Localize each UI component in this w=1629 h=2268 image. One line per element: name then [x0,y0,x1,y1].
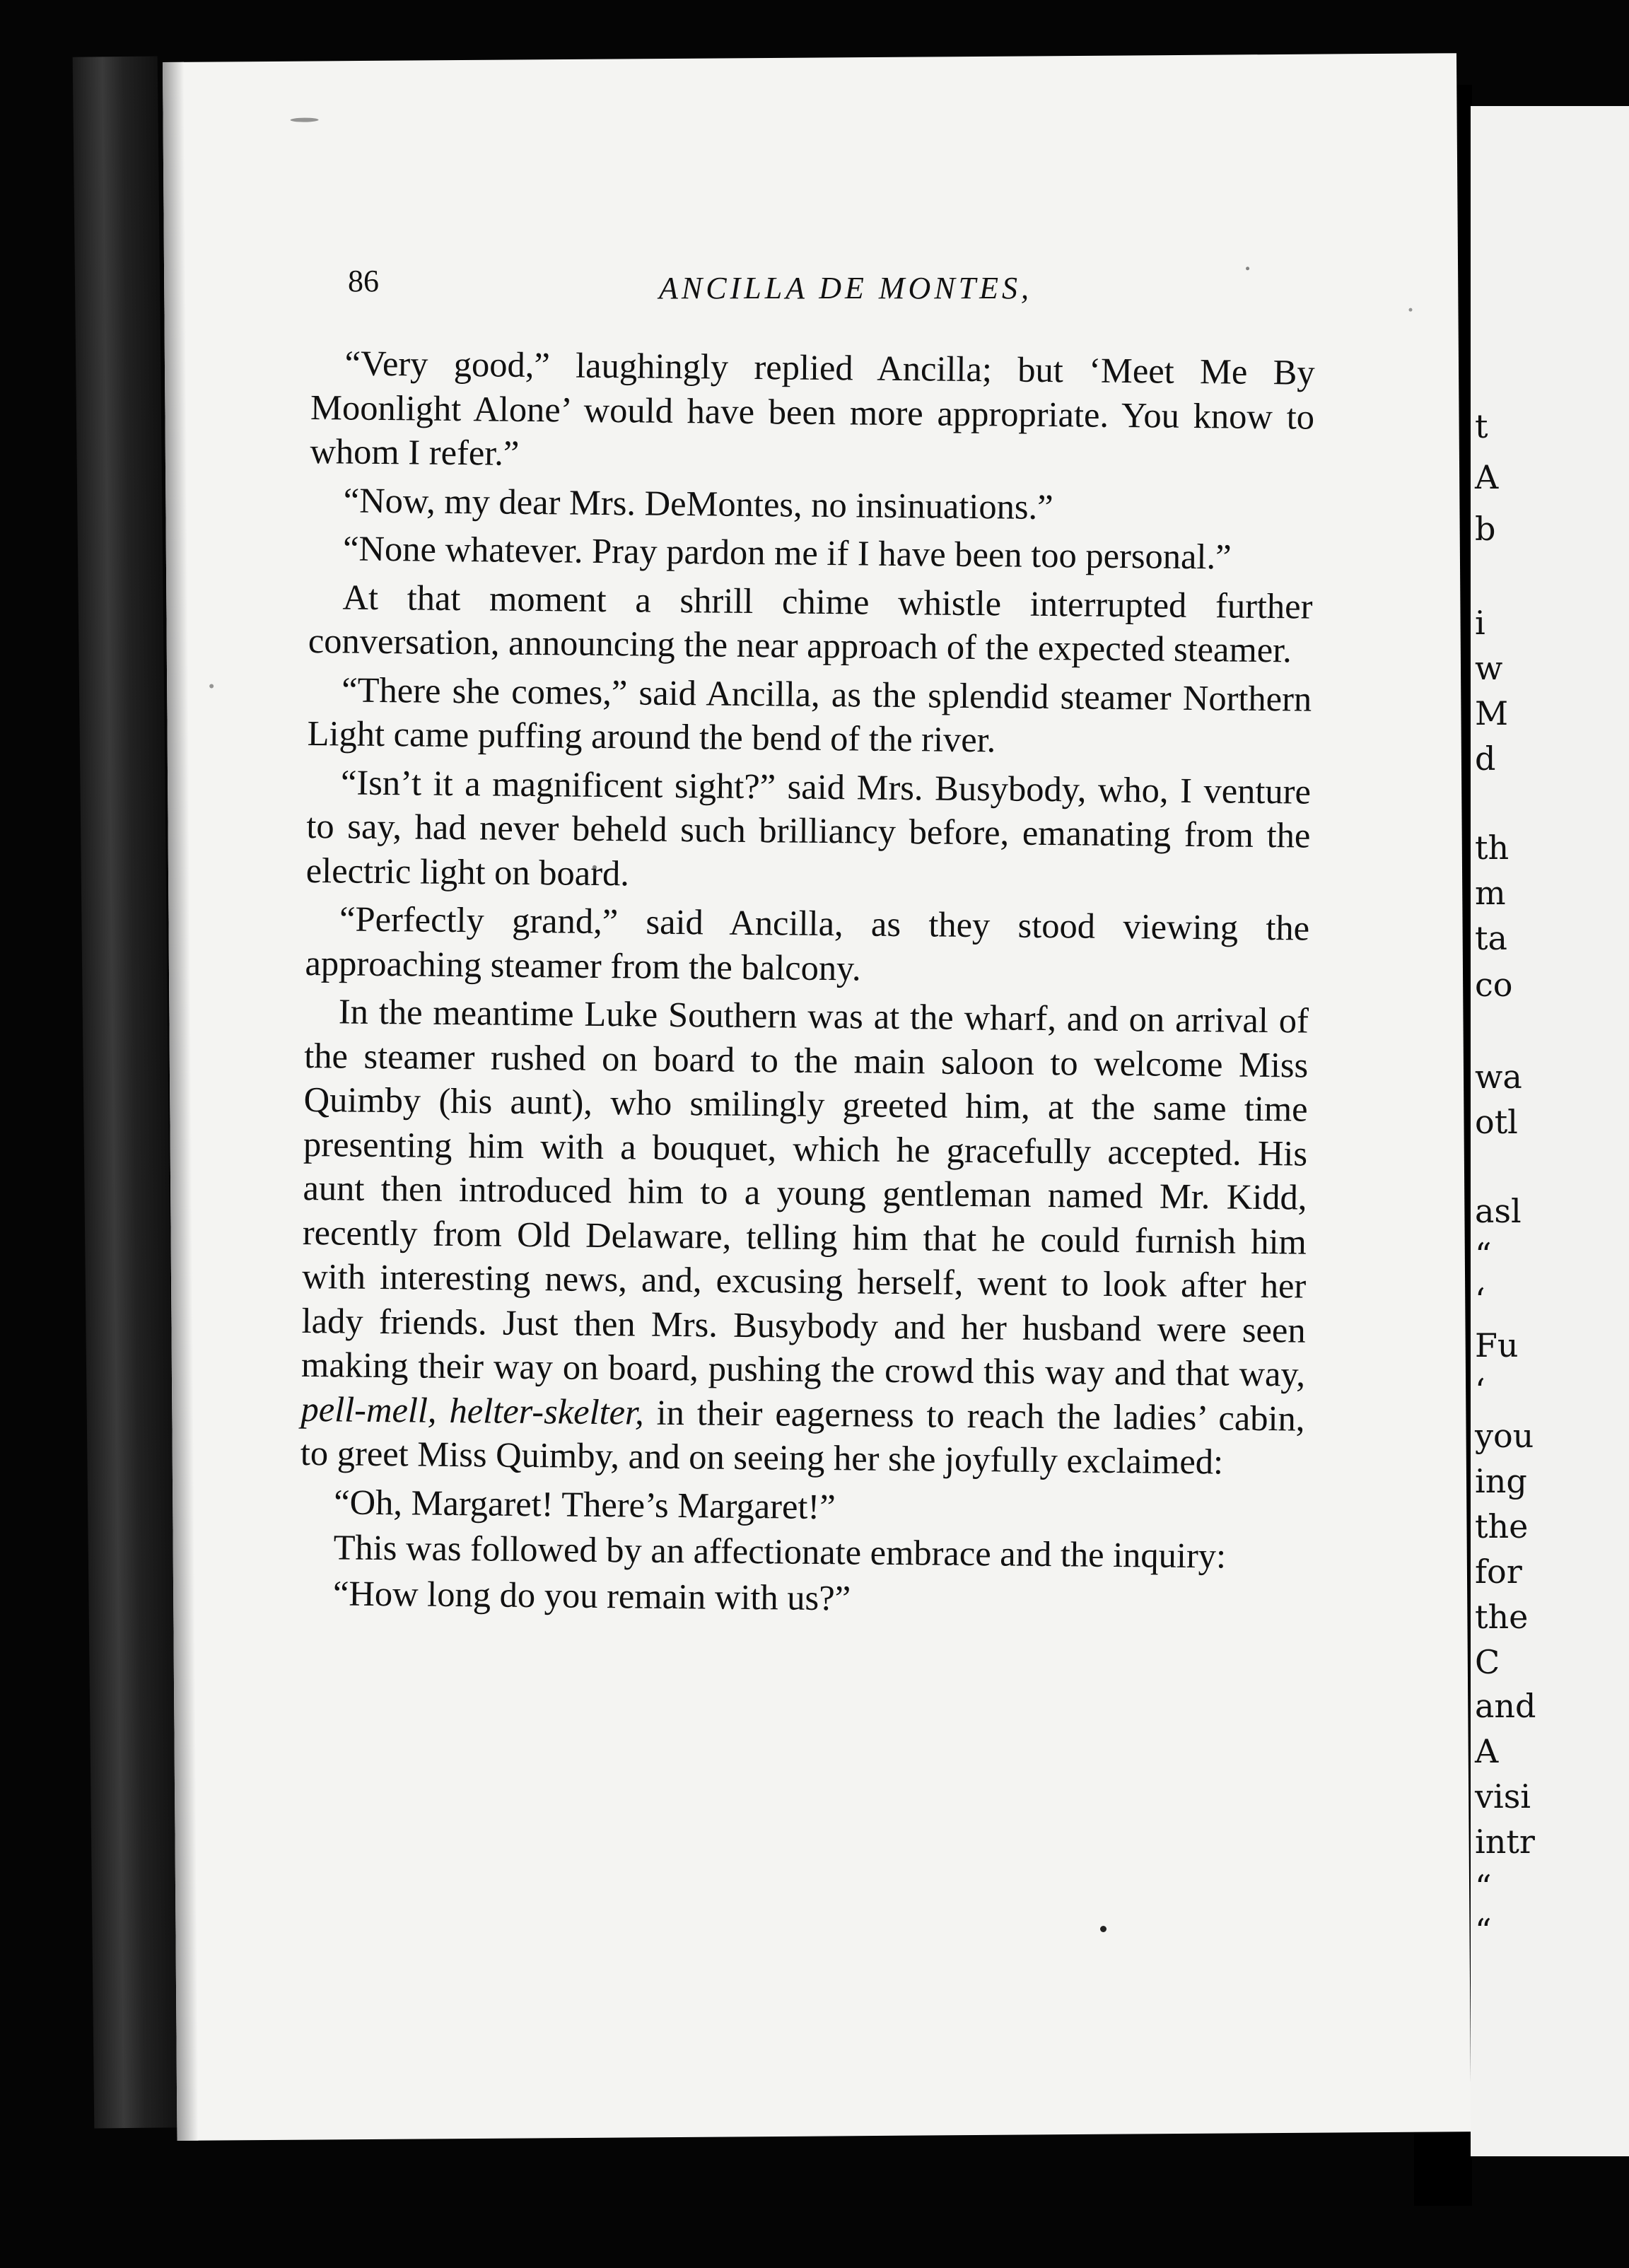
ink-speck [1408,308,1412,312]
facing-fragment: ‘ [1475,1281,1485,1319]
ink-speck [209,684,214,689]
facing-fragment: A [1475,458,1499,496]
facing-fragment: the [1475,1507,1529,1545]
facing-fragment: C [1475,1643,1500,1681]
paragraph: “There she comes,” said Ancilla, as the splendid steamer Northern Light came puffing around the bend of the river. [307,669,1312,760]
facing-fragment: co [1475,966,1513,1004]
facing-fragment: A [1475,1732,1499,1770]
paragraph: “Perfectly grand,” said Ancilla, as they stood viewing the approaching steamer from the balcony. [305,899,1310,988]
book-spine-edge [73,56,180,2128]
facing-fragment: ta [1475,919,1507,957]
paragraph: “Isn’t it a magnificent sight?” said Mrs. Busybody, who, I venture to say, had never beheld such brilliancy before, emanating from the electric light on board. [305,761,1312,893]
facing-fragment: ‘ [1475,1372,1485,1410]
facing-fragment: m [1475,874,1506,912]
facing-fragment: intr [1475,1823,1535,1861]
facing-fragment: b [1475,510,1496,548]
facing-fragment: d [1475,740,1496,778]
facing-fragment: visi [1475,1777,1531,1816]
facing-fragment: “ [1475,1868,1492,1906]
facing-fragment: ing [1475,1462,1527,1500]
facing-fragment: asl [1475,1192,1522,1230]
paragraph: “How long do you remain with us?” [332,1572,851,1618]
paragraph: “None whatever. Pray pardon me if I have been too personal.” [342,528,1232,577]
facing-fragment: “ [1475,1236,1492,1274]
paragraph: This was followed by an affectionate embrace and the inquiry: [333,1527,1227,1576]
paragraph-text: In the meantime Luke Southern was at the wharf, and on arrival of the steamer rushed on board to the main saloon to welcome Miss Quimby (his aunt), who smilingly greeted him, at the same time presenting him with a bouquet, which he gracefully accepted. His aunt then introduced him to a young gentleman named Mr. Kidd, recently from Old Delaware, telling him that he could furnish him with interesting news, and, excusing herself, went to look after her lady friends. Just then Mrs. Busybody and her husband were seen making their way on board, pushing the crowd this way and that way, [300,991,1309,1394]
italic-phrase: pell-mell, helter-skelter, [300,1389,645,1432]
facing-fragment: w [1475,649,1503,687]
paragraph [300,989,1309,1485]
ink-speck [291,117,319,122]
body-text [299,341,1315,1629]
book-title-head: ANCILLA DE MONTES, [659,271,1033,305]
facing-fragment: and [1475,1687,1536,1725]
paragraph: “Very good,” laughingly replied Ancilla; but ‘Meet Me By Moonlight Alone’ would have been more appropriate. You know to whom I refer.” [310,343,1315,473]
ink-speck [1246,267,1249,270]
paragraph: “Oh, Margaret! There’s Margaret!” [333,1481,836,1526]
facing-fragment: t [1475,407,1488,445]
facing-fragment: otl [1475,1103,1518,1141]
paragraph: At that moment a shrill chime whistle interrupted further conversation, announcing the near approach of the expected steamer. [308,576,1313,670]
paragraph: “Now, my dear Mrs. DeMontes, no insinuations.” [343,479,1053,527]
facing-fragment: i [1475,604,1485,642]
page-number: 86 [348,264,379,298]
facing-fragment: “ [1475,1912,1492,1950]
facing-fragment: you [1475,1417,1534,1455]
ink-dot [1100,1926,1107,1932]
facing-fragment: wa [1475,1058,1522,1096]
paragraph-text: in their eagerness to reach the ladies’ cabin, to greet Miss Quimby, and on seeing her she joyfully exclaimed: [300,1392,1305,1482]
facing-fragment: th [1475,829,1510,867]
facing-fragment: Fu [1475,1326,1519,1364]
facing-fragment: for [1475,1553,1522,1591]
facing-fragment: the [1475,1598,1529,1636]
facing-fragment: M [1475,694,1509,732]
